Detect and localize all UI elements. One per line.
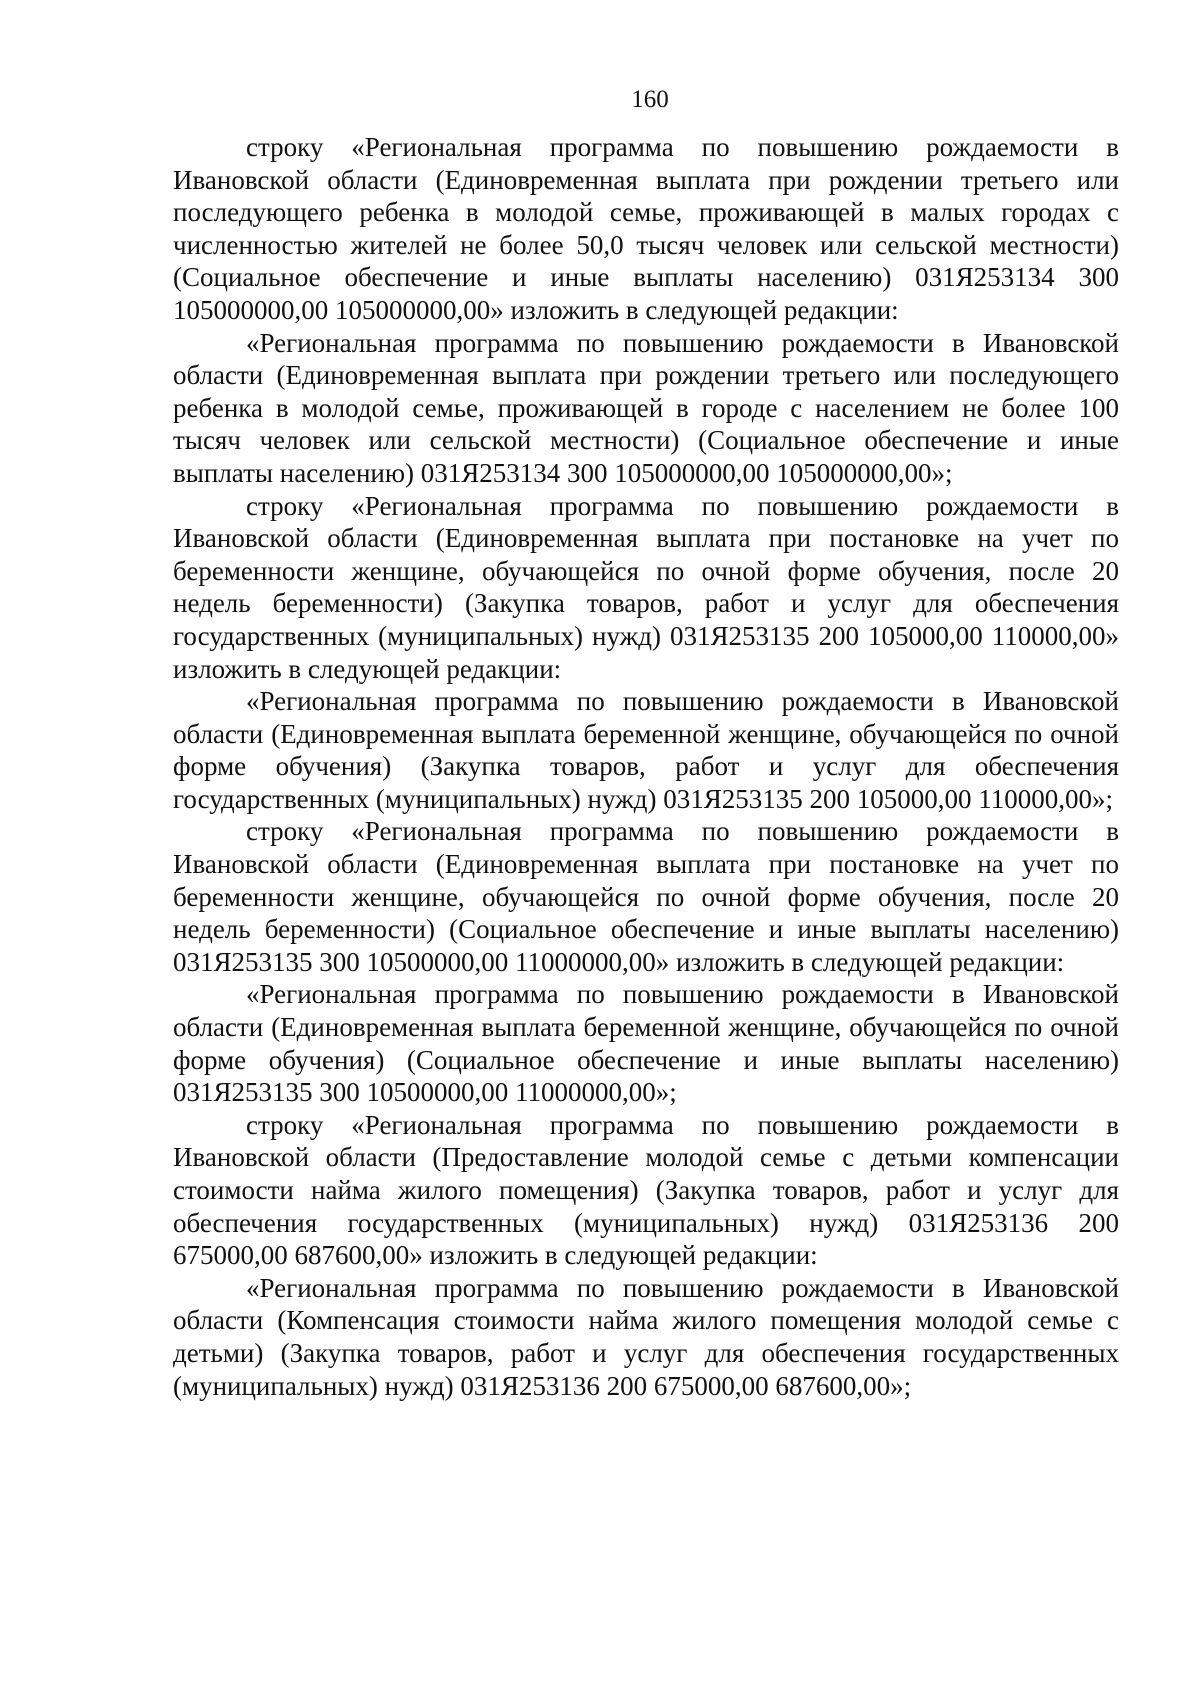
paragraph-3: строку «Региональная программа по повышению рождаемости в Ивановской области (Единовременная выплата при постановке на учет по беременности женщине, обучающейся по очной форме обучения, после 20 недель беременности) (Закупка товаров, работ и услуг для обеспечения государственных (муниципальных) нужд) 031Я253135 200 105000,00 110000,00» изложить в следующей редакции: [173,490,1119,684]
paragraph-6: «Региональная программа по повышению рождаемости в Ивановской области (Единовременная выплата беременной женщине, обучающейся по очной форме обучения) (Социальное обеспечение и иные выплаты населению) 031Я253135 300 10500000,00 11000000,00»; [173,979,1119,1108]
paragraph-7: строку «Региональная программа по повышению рождаемости в Ивановской области (Предоставление молодой семье с детьми компенсации стоимости найма жилого помещения) (Закупка товаров, работ и услуг для обеспечения государственных (муниципальных) нужд) 031Я253136 200 675000,00 687600,00» изложить в следующей редакции: [173,1109,1119,1271]
paragraph-2: «Региональная программа по повышению рождаемости в Ивановской области (Единовременная выплата при рождении третьего или последующего ребенка в молодой семье, проживающей в городе с населением не более 100 тысяч человек или сельской местности) (Социальное обеспечение и иные выплаты населению) 031Я253134 300 105000000,00 105000000,00»; [173,327,1119,488]
paragraph-5: строку «Региональная программа по повышению рождаемости в Ивановской области (Единовременная выплата при постановке на учет по беременности женщине, обучающейся по очной форме обучения, после 20 недель беременности) (Социальное обеспечение и иные выплаты населению) 031Я253135 300 10500000,00 11000000,00» изложить в следующей редакции: [173,816,1119,977]
document-body [173,131,1119,1402]
paragraph-1: строку «Региональная программа по повышению рождаемости в Ивановской области (Единовременная выплата при рождении третьего или последующего ребенка в молодой семье, проживающей в малых городах с численностью жителей не более 50,0 тысяч человек или сельской местности) (Социальное обеспечение и иные выплаты населению) 031Я253134 300 105000000,00 105000000,00» изложить в следующей редакции: [173,132,1119,325]
page-number: 160 [631,86,669,113]
paragraph-4: «Региональная программа по повышению рождаемости в Ивановской области (Единовременная выплата беременной женщине, обучающейся по очной форме обучения) (Закупка товаров, работ и услуг для обеспечения государственных (муниципальных) нужд) 031Я253135 200 105000,00 110000,00»; [173,686,1119,814]
paragraph-8: «Региональная программа по повышению рождаемости в Ивановской области (Компенсация стоимости найма жилого помещения молодой семье с детьми) (Закупка товаров, работ и услуг для обеспечения государственных (муниципальных) нужд) 031Я253136 200 675000,00 687600,00»; [173,1272,1119,1401]
